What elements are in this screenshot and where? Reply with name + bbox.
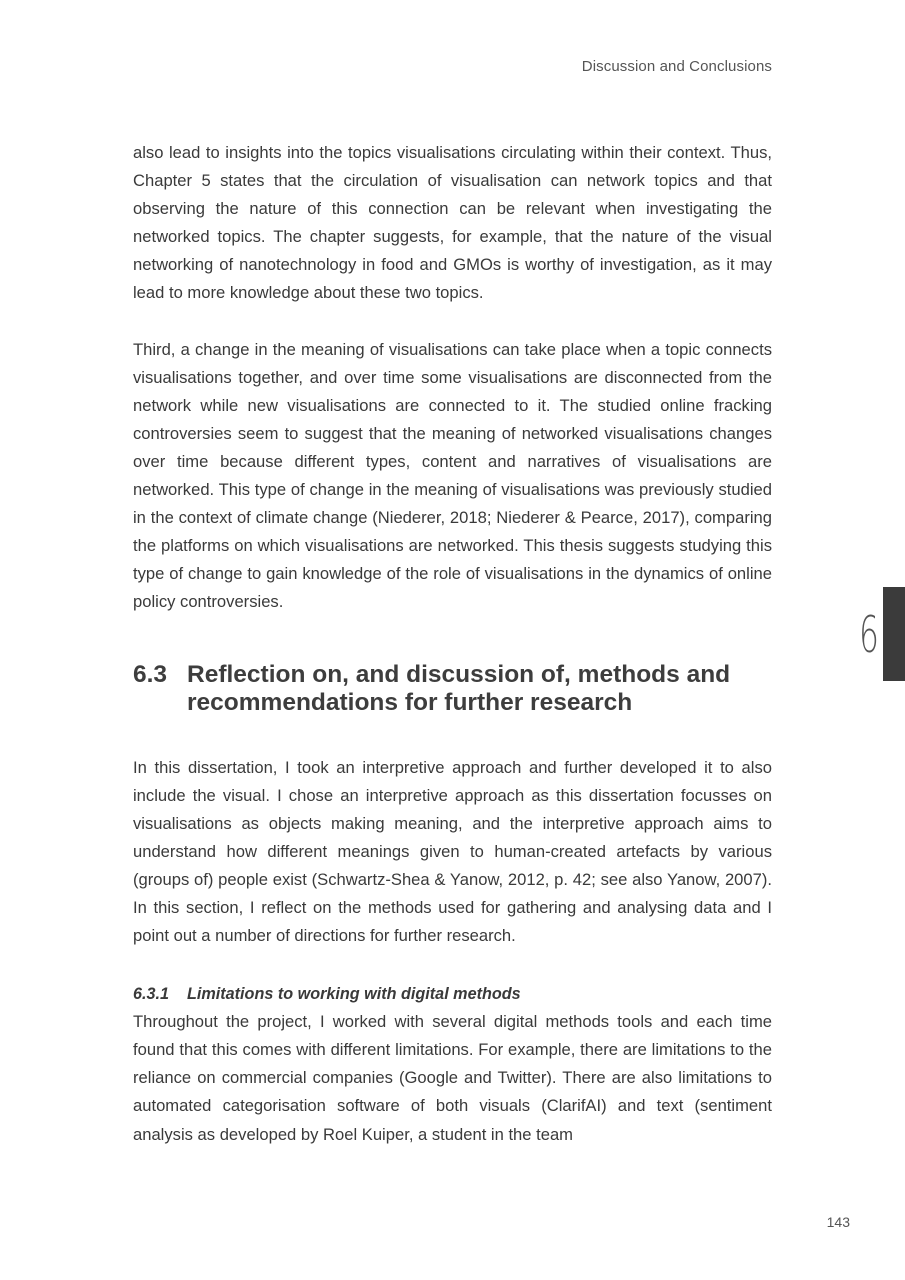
paragraph-3: In this dissertation, I took an interpretive approach and further developed it to also include the visual. I chose an interpretive approach as this dissertation focusses on visualisations as objects making meaning, and the interpretive approach aims to understand how different meanings given to human-created artefacts by various (groups of) people exist (Schwartz-Shea & Yanow, 2012, p. 42; see also Yanow, 2007). In this section, I reflect on the methods used for gathering and analysing data and I point out a number of directions for further research.	[133, 757, 772, 946]
chapter-number: 6	[859, 606, 879, 664]
paragraph-2: Third, a change in the meaning of visualisations can take place when a topic connects visualisations together, and over time some visualisations are disconnected from the network while new visualisations are connected to it. The studied online fracking controversies seem to suggest that the meaning of networked visualisations changes over time because different types, content and narratives of visualisations are networked. This type of change in the meaning of visualisations was previously studied in the context of climate change (Niederer, 2018; Niederer & Pearce, 2017), comparing the platforms on which visualisations are networked. This thesis suggests studying this type of change to gain knowledge of the role of visualisations in the dynamics of online policy controversies.	[133, 339, 772, 612]
subsection-number: 6.3.1	[133, 985, 170, 1004]
chapter-thumb-tab	[883, 587, 905, 681]
section-number: 6.3	[133, 660, 168, 688]
section-heading	[133, 661, 772, 718]
running-header: Discussion and Conclusions	[581, 58, 772, 75]
paragraph-4: Throughout the project, I worked with several digital methods tools and each time found that this comes with different limitations. For example, there are limitations to the reliance on commercial companies (Google and Twitter). There are also limitations to automated categorisation software of both visuals (ClarifAI) and text (sentiment analysis as developed by Roel Kuiper, a student in the team	[133, 1012, 772, 1144]
subsection-title: Limitations to working with digital methods	[187, 985, 521, 1004]
page-body	[133, 139, 772, 1149]
paragraph-1: also lead to insights into the topics visualisations circulating within their context. Thus, Chapter 5 states that the circulation of visualisation can network topics and that observing the nature of this connection can be relevant when investigating the networked topics. The chapter suggests, for example, that the nature of the visual networking of nanotechnology in food and GMOs is worthy of investigation, as it may lead to more knowledge about these two topics.	[133, 143, 772, 303]
subsection-heading	[133, 980, 772, 1008]
section-title: Reflection on, and discussion of, methods and recommendations for further research	[187, 660, 731, 716]
page-number: 143	[826, 1214, 850, 1230]
